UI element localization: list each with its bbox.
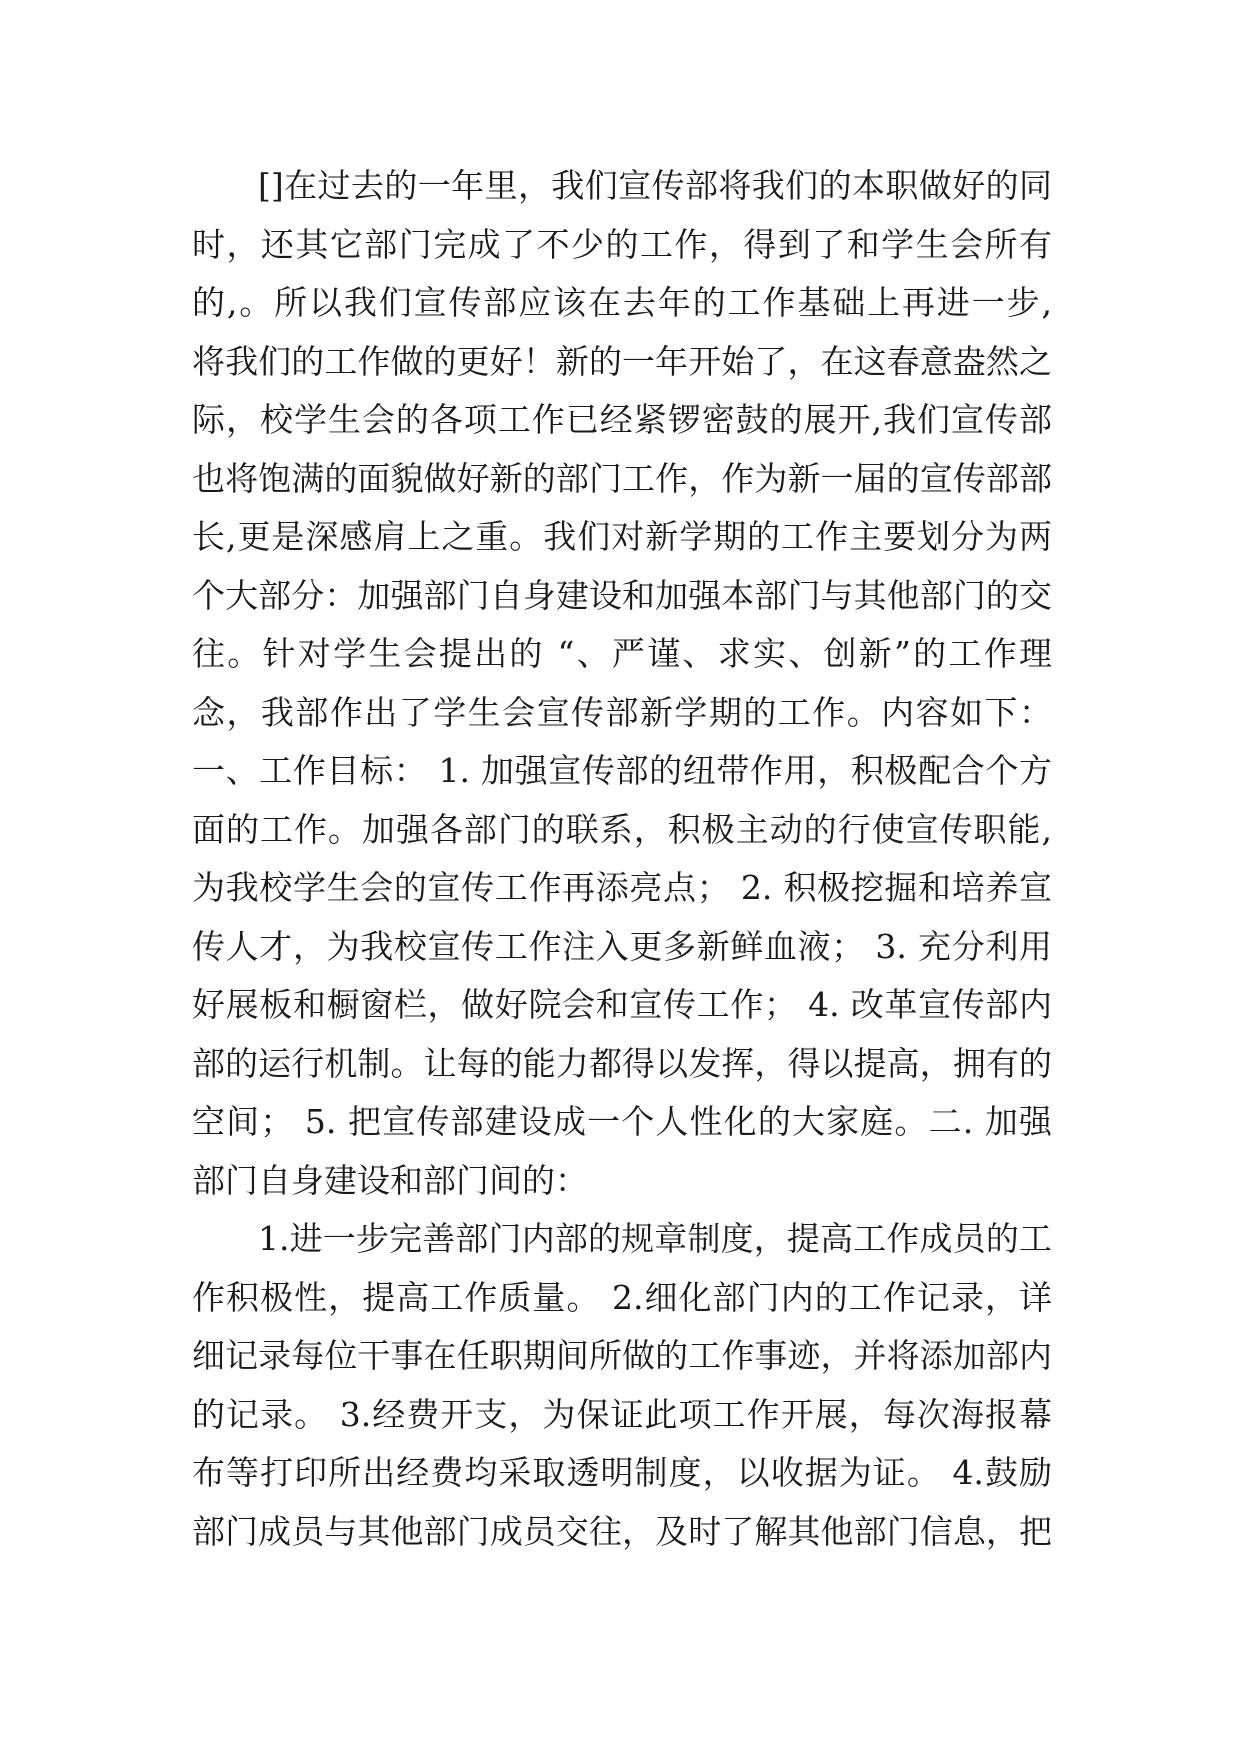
text-line: 时，还其它部门完成了不少的工作，得到了和学生会所有 (192, 224, 1052, 264)
text-line: []在过去的一年里，我们宣传部将我们的本职做好的同 (258, 166, 1052, 205)
text-line: 作积极性，提高工作质量。 2.细化部门内的工作记录，详 (192, 1277, 1052, 1317)
text-line: 面的工作。加强各部门的联系，积极主动的行使宣传职能, (192, 809, 1052, 849)
text-line: 往。针对学生会提出的 “、严谨、求实、创新”的工作理 (192, 634, 1052, 673)
text-line: 的,。所以我们宣传部应该在去年的工作基础上再进一步, (192, 283, 1052, 322)
text-line: 好展板和橱窗栏，做好院会和宣传工作； 4. 改革宣传部内 (192, 985, 1052, 1024)
text-line: 传人才，为我校宣传工作注入更多新鲜血液； 3. 充分利用 (192, 926, 1052, 966)
text-line: 空间； 5. 把宣传部建设成一个人性化的大家庭。二. 加强 (192, 1102, 1052, 1141)
text-line: 个大部分：加强部门自身建设和加强本部门与其他部门的交 (192, 575, 1052, 615)
text-line: 部门成员与其他部门成员交往，及时了解其他部门信息，把 (192, 1511, 1052, 1551)
text-line: 部的运行机制。让每的能力都得以发挥，得以提高，拥有的 (192, 1043, 1052, 1083)
text-line: 细记录每位干事在任职期间所做的工作事迹，并将添加部内 (192, 1336, 1052, 1375)
text-line: 一、工作目标： 1. 加强宣传部的纽带作用，积极配合个方 (192, 751, 1052, 790)
text-line: 念，我部作出了学生会宣传部新学期的工作。内容如下： (192, 692, 1052, 732)
document-body (192, 157, 1052, 1561)
text-line: 部门自身建设和部门间的： (192, 1160, 588, 1200)
text-line: 的记录。 3.经费开支，为保证此项工作开展，每次海报幕 (192, 1394, 1052, 1434)
text-line: 1.进一步完善部门内部的规章制度，提高工作成员的工 (258, 1219, 1052, 1258)
text-line: 长,更是深感肩上之重。我们对新学期的工作主要划分为两 (192, 517, 1052, 556)
text-line: 将我们的工作做的更好！新的一年开始了，在这春意盎然之 (192, 341, 1052, 381)
text-line: 为我校学生会的宣传工作再添亮点； 2. 积极挖掘和培养宣 (192, 868, 1052, 907)
text-line: 布等打印所出经费均采取透明制度，以收据为证。 4.鼓励 (192, 1453, 1052, 1492)
text-line: 也将饱满的面貌做好新的部门工作，作为新一届的宣传部部 (192, 458, 1052, 498)
paragraph-2 (192, 1210, 1052, 1561)
text-line: 际，校学生会的各项工作已经紧锣密鼓的展开,我们宣传部 (192, 400, 1052, 439)
paragraph-1 (192, 157, 1052, 1210)
